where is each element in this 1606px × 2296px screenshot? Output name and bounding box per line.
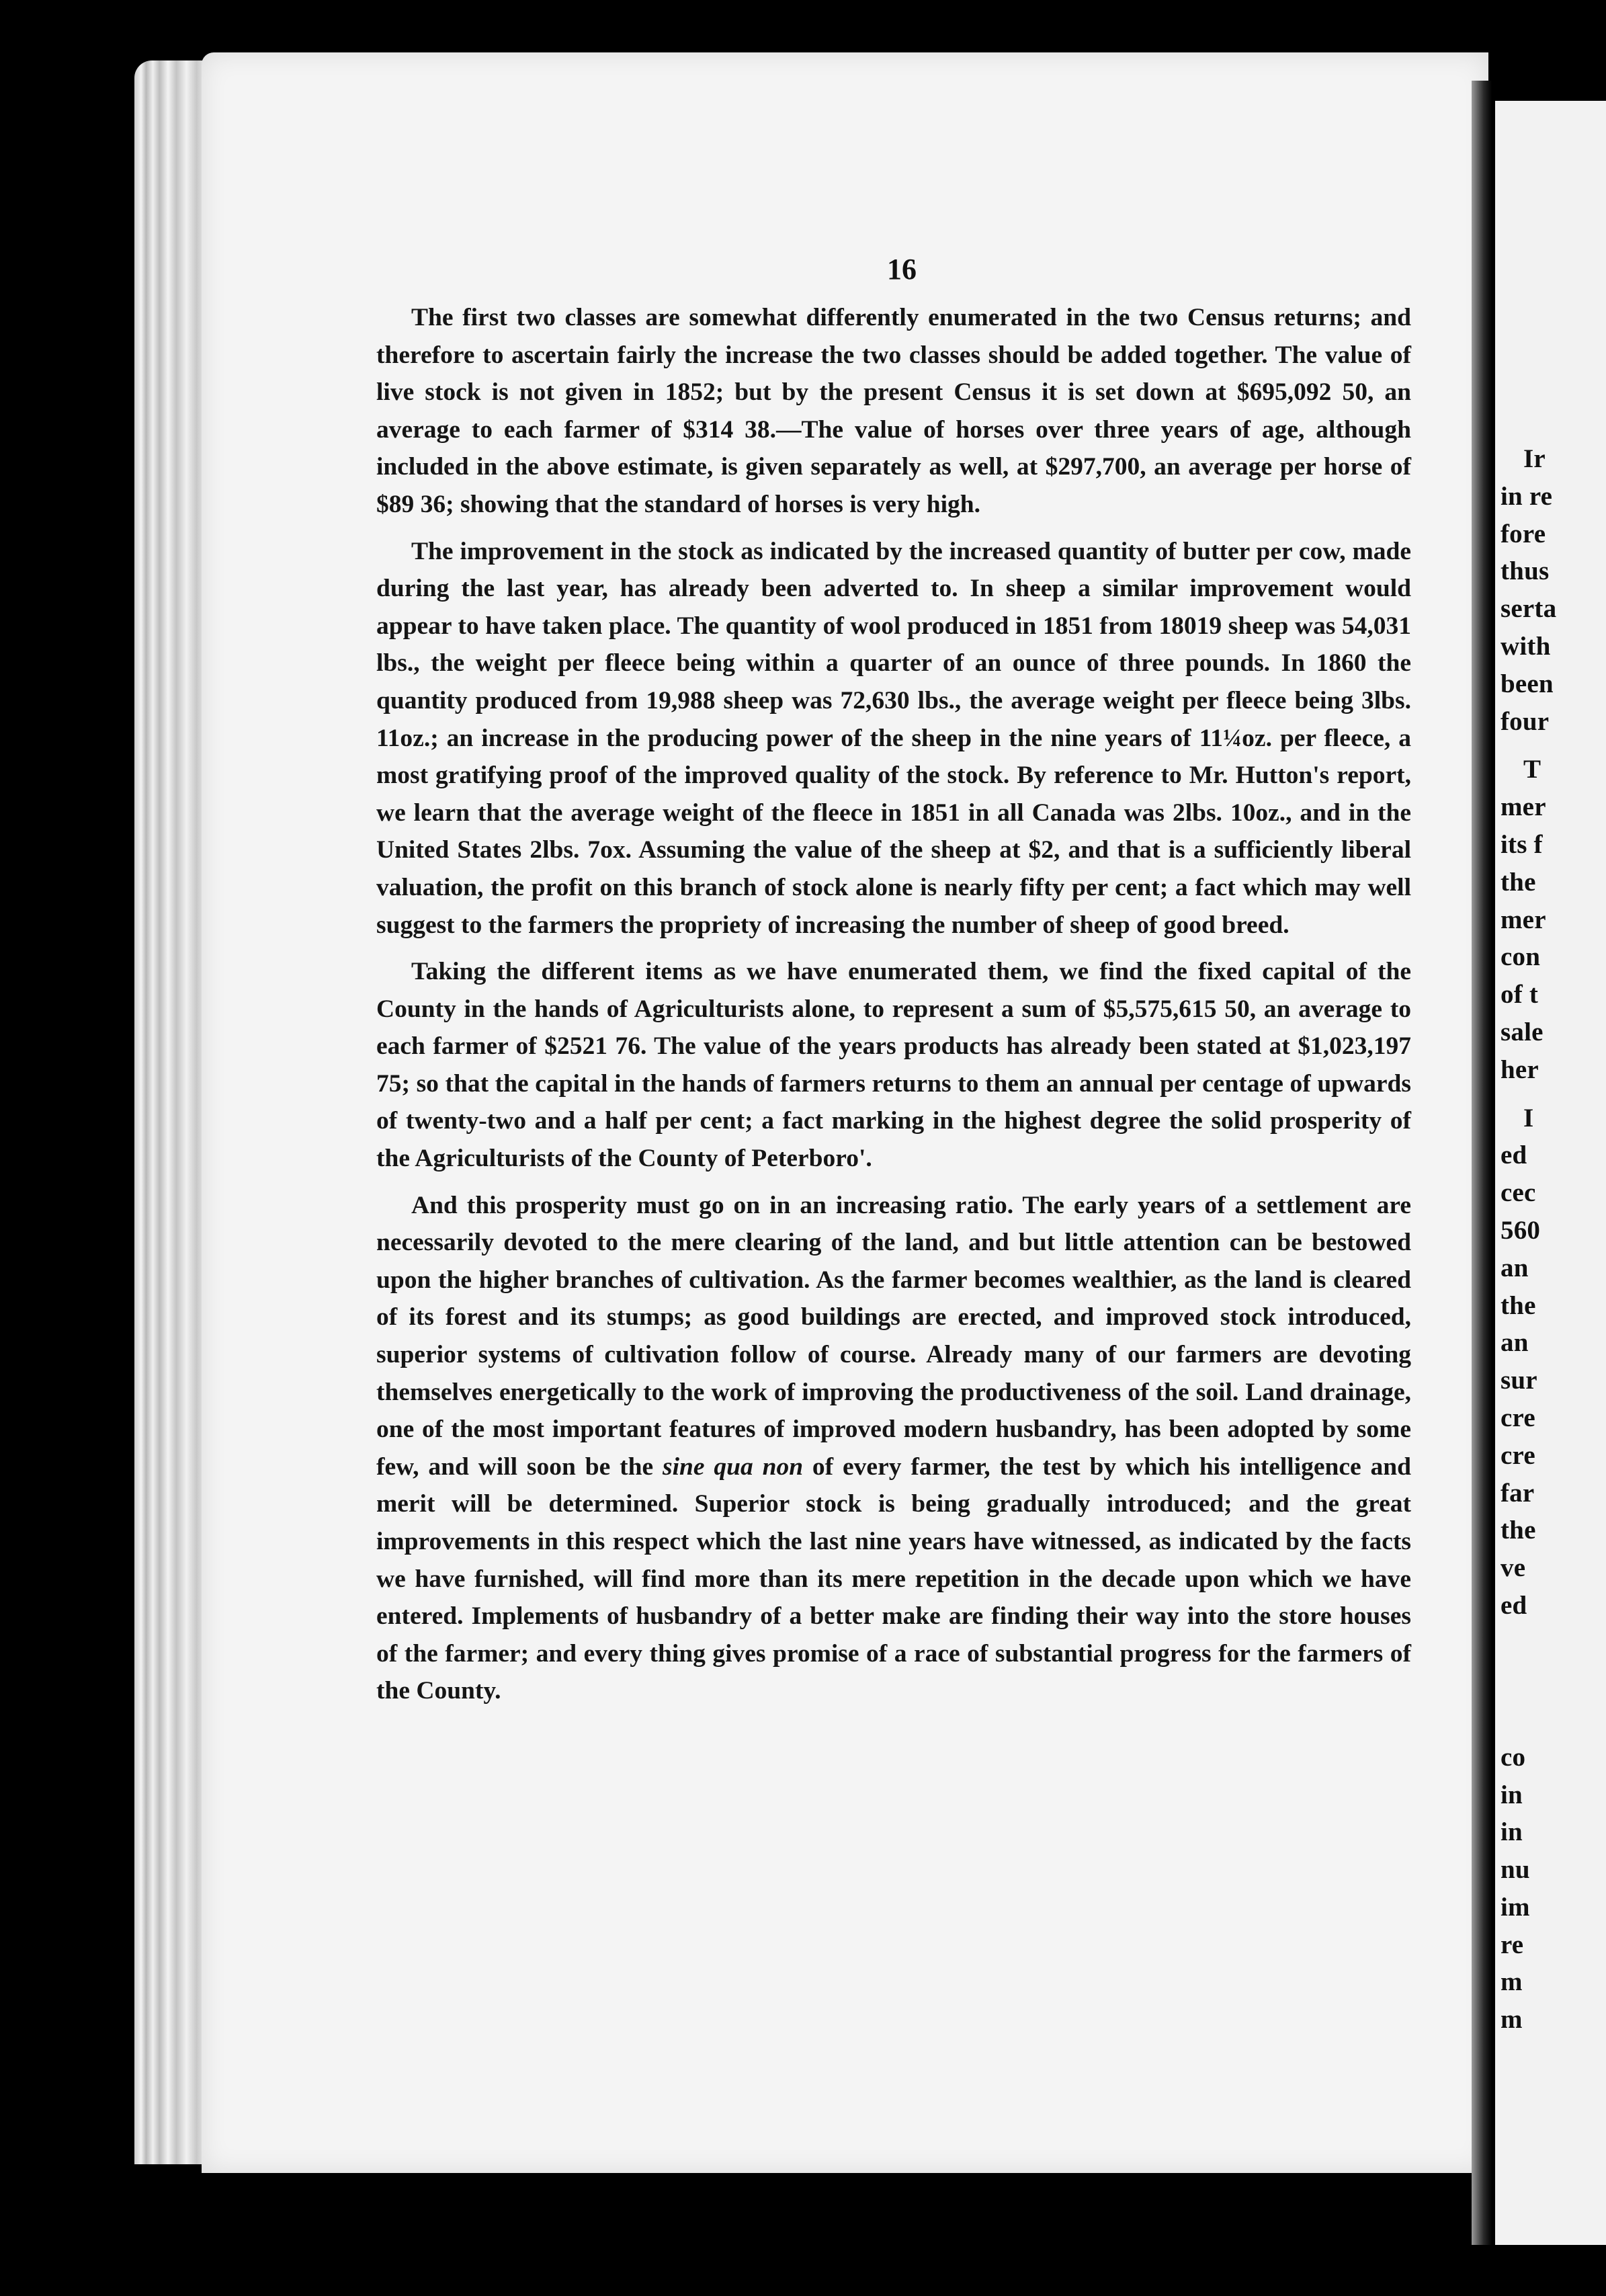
facing-page-line-fragment: nu xyxy=(1501,1855,1530,1885)
facing-page-line-fragment: con xyxy=(1501,942,1541,972)
facing-page-line-fragment: an xyxy=(1501,1328,1529,1358)
facing-page-line-fragment: four xyxy=(1501,706,1550,736)
page-number: 16 xyxy=(887,253,917,286)
text-run: Taking the different items as we have enumerated them, we find the fixed capital of the County in the hands of Agriculturists alone, to represent a sum of $5,575,615 50, an average to each farmer of $2521 76. The value of the years products has already been stated at $1,023,197 75; so that the capital in the hands of farmers returns to them an annual per centage of upwards of twenty-two and a half per cent; a fact marking in the highest degree the solid prosperity of the Agriculturists of the County of Peterboro'. xyxy=(376,958,1411,1173)
facing-page-line-fragment: the xyxy=(1501,1516,1536,1545)
facing-page-line-fragment: cre xyxy=(1501,1403,1535,1432)
facing-page-line-fragment: sale xyxy=(1501,1017,1544,1047)
facing-page-line-fragment: in re xyxy=(1501,481,1553,511)
facing-page-line-fragment: in xyxy=(1501,1817,1523,1847)
facing-page-line-fragment: 560 xyxy=(1501,1215,1541,1245)
facing-page-line-fragment: her xyxy=(1501,1055,1539,1084)
facing-page-line-fragment: serta xyxy=(1501,594,1557,624)
facing-page-line-fragment: of t xyxy=(1501,980,1539,1010)
facing-page-line-fragment: re xyxy=(1501,1930,1524,1959)
paragraph xyxy=(376,953,1411,1178)
facing-page-line-fragment: thus xyxy=(1501,557,1550,586)
facing-page-line-fragment: mer xyxy=(1501,905,1546,934)
facing-page-line-fragment: m xyxy=(1501,1967,1523,1997)
facing-page-line-fragment: ed xyxy=(1501,1590,1527,1620)
facing-page-line-fragment: Ir xyxy=(1523,444,1546,473)
facing-page-line-fragment: its f xyxy=(1501,829,1543,859)
facing-page-line-fragment: with xyxy=(1501,631,1551,661)
text-run: The improvement in the stock as indicated by the increased quantity of butter per cow, made during the last year, has already been adverted to. In sheep a similar improvement would appear to have taken place. The quantity of wool produced in 1851 from 18019 sheep was 54,031 lbs., the weight per fleece being within a quarter of an ounce of three pounds. In 1860 the quantity produced from 19,988 sheep was 72,630 lbs., the average weight per fleece being 3lbs. 11oz.; an increase in the producing power of the sheep in the nine years of 11¼oz. per fleece, a most gratifying proof of the improved quality of the stock. By reference to Mr. Hutton's report, we learn that the average weight of the fleece in 1851 in all Canada was 2lbs. 10oz., and in the United States 2lbs. 7ox. Assuming the value of the sheep at $2, and that is a sufficiently liberal valuation, the profit on this branch of stock alone is nearly fifty per cent; a fact which may well suggest to the farmers the propriety of increasing the number of sheep of good breed. xyxy=(376,537,1411,939)
text-run: of every farmer, the test by which his intelligence and merit will be determined. Superior stock is being gradually introduced; and the great improvements in this respect which the last nine years have witnessed, as indicated by the facts we have furnished, will find more than its mere repetition in the decade upon which we have entered. Implements of husbandry of a better make are finding their way into the store houses of the farmer; and every thing gives promise of a race of substantial progress for the farmers of the County. xyxy=(376,1452,1411,1705)
facing-page-line-fragment: the xyxy=(1501,1290,1536,1320)
facing-page-line-fragment: sur xyxy=(1501,1366,1537,1395)
page-body xyxy=(376,299,1411,1710)
facing-page-line-fragment: I xyxy=(1523,1103,1534,1133)
facing-page-line-fragment: co xyxy=(1501,1742,1526,1772)
paragraph xyxy=(376,1187,1411,1710)
facing-page-line-fragment: been xyxy=(1501,669,1554,698)
facing-page-line-fragment: im xyxy=(1501,1892,1530,1922)
facing-page xyxy=(1495,101,1606,2245)
facing-page-line-fragment: an xyxy=(1501,1253,1529,1282)
facing-page-line-fragment: in xyxy=(1501,1780,1523,1809)
book-gutter xyxy=(1472,81,1492,2245)
paragraph xyxy=(376,533,1411,944)
facing-page-line-fragment: T xyxy=(1523,755,1541,784)
facing-page-line-fragment: mer xyxy=(1501,792,1546,822)
paragraph xyxy=(376,299,1411,524)
facing-page-line-fragment: far xyxy=(1501,1478,1535,1508)
facing-page-line-fragment: fore xyxy=(1501,519,1546,548)
facing-page-line-fragment: ed xyxy=(1501,1141,1527,1170)
facing-page-line-fragment: cec xyxy=(1501,1178,1536,1208)
italic-phrase: sine qua non xyxy=(662,1452,804,1481)
facing-page-line-fragment: ve xyxy=(1501,1553,1526,1583)
facing-page-line-fragment: cre xyxy=(1501,1440,1535,1470)
facing-page-line-fragment: the xyxy=(1501,867,1536,897)
text-run: The first two classes are somewhat differently enumerated in the two Census returns; and therefore to ascertain fairly the increase the two classes should be added together. The value of live stock is not given in 1852; but by the present Census it is set down at $695,092 50, an average to each farmer of $314 38.—The value of horses over three years of age, although included in the above estimate, is given separately as well, at $297,700, an average per horse of $89 36; showing that the standard of horses is very high. xyxy=(376,304,1411,518)
text-run: And this prosperity must go on in an increasing ratio. The early years of a settlement are necessarily devoted to the mere clearing of the land, and but little attention can be bestowed upon the higher branches of cultivation. As the farmer becomes wealthier, as the land is cleared of its forest and its stumps; as good buildings are erected, and improved stock introduced, superior systems of cultivation follow of course. Already many of our farmers are devoting themselves energetically to the work of improving the productiveness of the soil. Land drainage, one of the most important features of improved modern husbandry, has been adopted by some few, and will soon be the xyxy=(376,1191,1411,1481)
facing-page-line-fragment: m xyxy=(1501,2005,1523,2035)
facing-page-text xyxy=(1501,440,1556,2039)
